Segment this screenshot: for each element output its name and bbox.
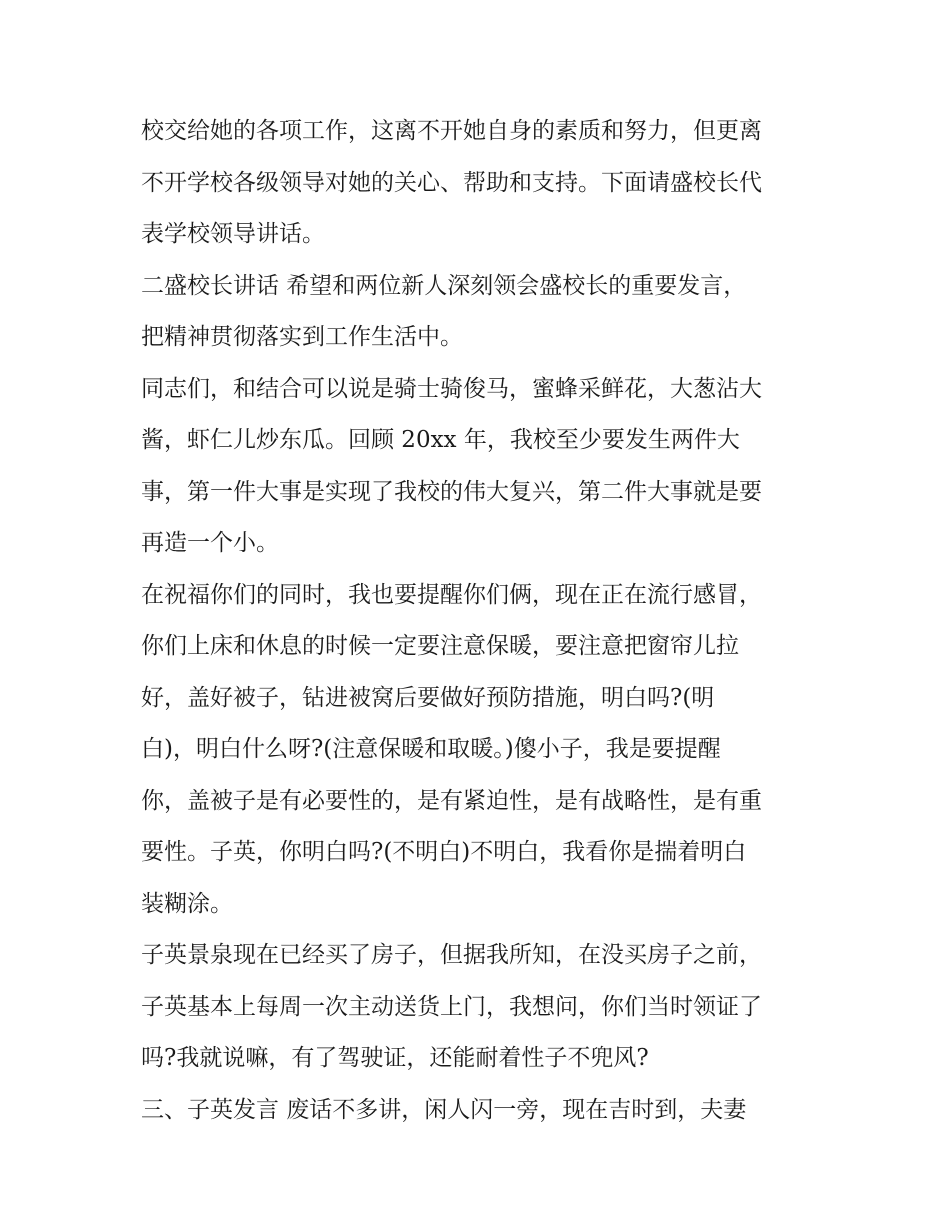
text-line-20: 三、子英发言 废话不多讲，闲人闪一旁，现在吉时到，夫妻 — [141, 1096, 747, 1123]
text-line-9: 再造一个小。 — [141, 530, 279, 556]
text-line-13: 白)，明白什么呀?(注意保暖和取暖。)傻小子，我是要提醒 — [141, 736, 721, 762]
text-line-2: 不开学校各级领导对她的关心、帮助和支持。下面请盛校长代 — [141, 169, 762, 196]
text-line-16: 装糊涂。 — [141, 890, 233, 917]
text-line-6: 同志们，和结合可以说是骑士骑俊马，蜜蜂采鲜花，大葱沾大 — [141, 375, 762, 402]
text-line-10: 在祝福你们的同时，我也要提醒你们俩，现在正在流行感冒， — [141, 581, 762, 608]
text-line-14: 你，盖被子是有必要性的，是有紧迫性，是有战略性，是有重 — [141, 787, 762, 814]
text-line-11: 你们上床和休息的时候一定要注意保暖，要注意把窗帘儿拉 — [141, 633, 739, 659]
text-line-8: 事，第一件大事是实现了我校的伟大复兴，第二件大事就是要 — [141, 478, 762, 505]
text-line-4: 二盛校长讲话 希望和两位新人深刻领会盛校长的重要发言， — [141, 272, 747, 299]
text-line-15: 要性。子英，你明白吗?(不明白)不明白，我看你是揣着明白 — [141, 839, 747, 865]
text-line-7: 酱，虾仁儿炒东瓜。回顾 20xx 年，我校至少要发生两件大 — [141, 427, 740, 453]
text-line-3: 表学校领导讲话。 — [141, 221, 325, 247]
text-line-1: 校交给她的各项工作，这离不开她自身的素质和努力，但更离 — [141, 118, 762, 144]
text-line-5: 把精神贯彻落实到工作生活中。 — [141, 324, 463, 350]
text-line-19: 吗?我就说嘛，有了驾驶证，还能耐着性子不兜风? — [141, 1045, 649, 1071]
text-line-18: 子英基本上每周一次主动送货上门，我想问，你们当时领证了 — [141, 993, 762, 1020]
document-body — [141, 106, 821, 1136]
text-line-17: 子英景泉现在已经买了房子，但据我所知，在没买房子之前， — [141, 942, 762, 968]
text-line-12: 好，盖好被子，钻进被窝后要做好预防措施，明白吗?(明 — [141, 684, 715, 711]
